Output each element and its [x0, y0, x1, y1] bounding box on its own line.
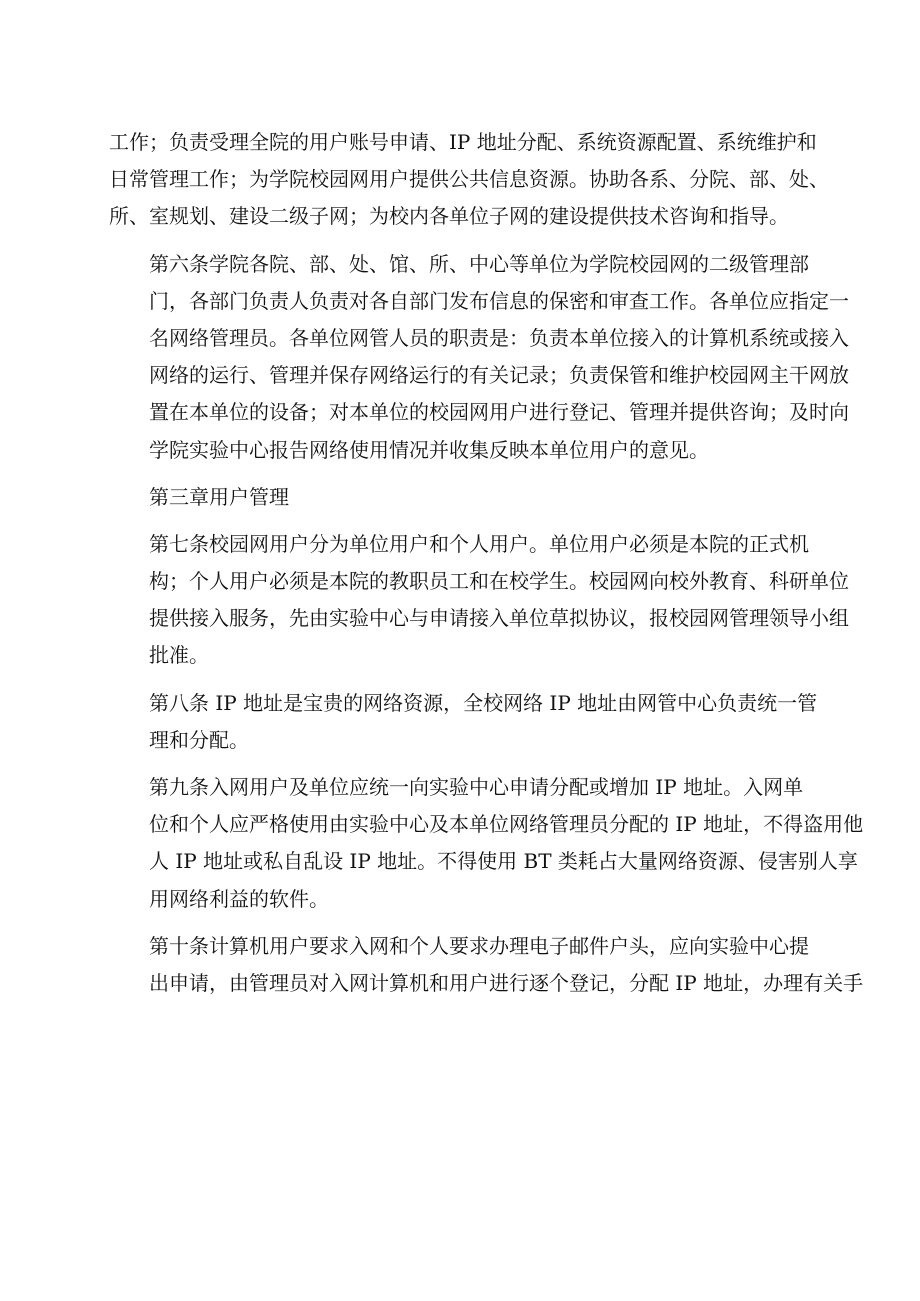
paragraph — [109, 928, 864, 1002]
paragraph — [109, 526, 849, 675]
text-line: 人 IP 地址或私自乱设 IP 地址。不得使用 BT 类耗占大量网络资源、侵害别人享 — [149, 849, 858, 874]
paragraph — [109, 685, 819, 759]
text-line: 工作；负责受理全院的用户账号申请、IP 地址分配、系统资源配置、系统维护和 — [109, 130, 817, 154]
text-line: 第八条 IP 地址是宝贵的网络资源，全校网络 IP 地址由网管中心负责统一管 — [149, 690, 818, 715]
text-line: 学院实验中心报告网络使用情况并收集反映本单位用户的意见。 — [149, 437, 709, 462]
text-line: 门，各部门负责人负责对各自部门发布信息的保密和审查工作。各单位应指定一 — [149, 288, 849, 313]
text-line: 所、室规划、建设二级子网；为校内各单位子网的建设提供技术咨询和指导。 — [109, 204, 789, 229]
text-line: 提供接入服务，先由实验中心与申请接入单位草拟协议，报校园网管理领导小组 — [149, 606, 849, 631]
text-line: 第七条校园网用户分为单位用户和个人用户。单位用户必须是本院的正式机 — [149, 531, 809, 556]
text-line: 网络的运行、管理并保存网络运行的有关记录；负责保管和维护校园网主干网放 — [149, 363, 849, 388]
text-line: 第六条学院各院、部、处、馆、所、中心等单位为学院校园网的二级管理部 — [149, 251, 809, 276]
paragraph — [109, 246, 849, 469]
text-line: 第三章用户管理 — [149, 484, 289, 509]
text-line: 出申请，由管理员对入网计算机和用户进行逐个登记，分配 IP 地址，办理有关手 — [149, 970, 864, 995]
text-line: 第十条计算机用户要求入网和个人要求办理电子邮件户头，应向实验中心提 — [149, 933, 809, 958]
text-line: 名网络管理员。各单位网管人员的职责是：负责本单位接入的计算机系统或接入 — [149, 325, 849, 350]
paragraph — [109, 124, 829, 236]
text-line: 批准。 — [149, 643, 209, 668]
text-line: 第九条入网用户及单位应统一向实验中心申请分配或增加 IP 地址。入网单 — [149, 775, 804, 799]
text-line: 用网络利益的软件。 — [149, 886, 329, 911]
paragraph — [109, 479, 819, 516]
text-line: 构；个人用户必须是本院的教职员工和在校学生。校园网向校外教育、科研单位 — [149, 569, 849, 594]
text-line: 日常管理工作；为学院校园网用户提供公共信息资源。协助各系、分院、部、处、 — [109, 167, 829, 192]
text-line: 位和个人应严格使用由实验中心及本单位网络管理员分配的 IP 地址，不得盗用他 — [149, 812, 864, 837]
paragraph — [109, 769, 864, 918]
document-body — [109, 124, 864, 1012]
text-line: 理和分配。 — [149, 727, 249, 752]
text-line: 置在本单位的设备；对本单位的校园网用户进行登记、管理并提供咨询；及时向 — [149, 400, 849, 425]
